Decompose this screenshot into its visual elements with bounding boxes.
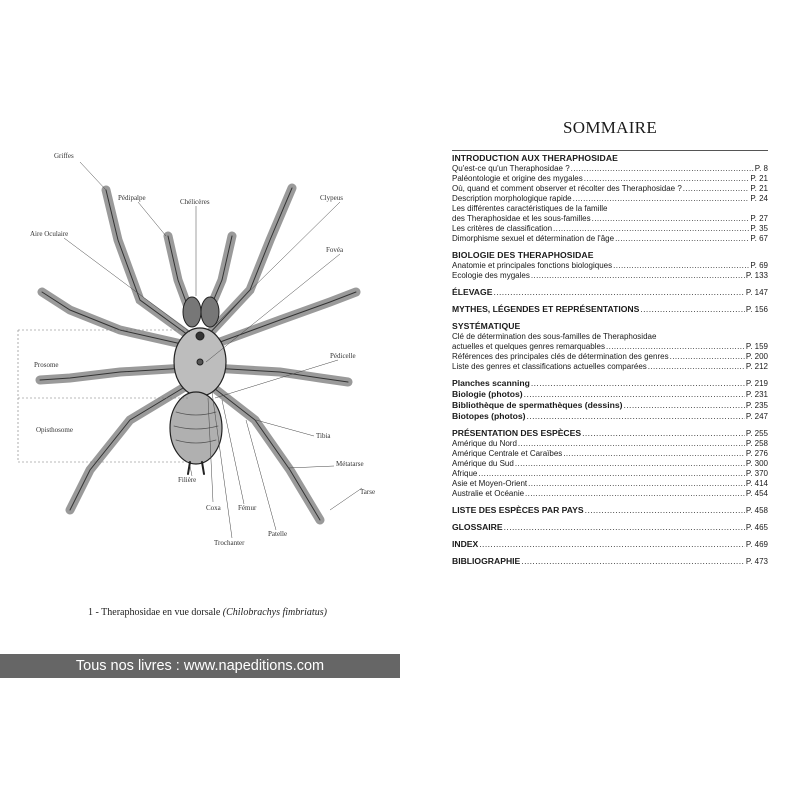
toc-leader-dots [670, 352, 745, 362]
toc-entry[interactable] [452, 479, 768, 489]
toc-entry-text: LISTE DES ESPÈCES PAR PAYS [452, 505, 584, 515]
toc-section-planches [452, 378, 768, 422]
label-griffes: Griffes [54, 152, 74, 160]
toc-entry[interactable] [452, 362, 768, 372]
toc-entry[interactable] [452, 459, 768, 469]
toc-entry[interactable] [452, 164, 768, 174]
toc-leader-dots [606, 342, 745, 352]
toc-page-number: P. 219 [745, 379, 768, 388]
toc-section-title: SYSTÉMATIQUE [452, 321, 521, 331]
toc-section-mythes [452, 304, 768, 315]
spider-drawing [40, 188, 356, 520]
label-fovea: Fovéa [326, 246, 344, 254]
toc-entry-text: Description morphologique rapide [452, 194, 572, 203]
toc-section-liste [452, 505, 768, 516]
toc-page-number: P. 8 [754, 164, 768, 173]
toc-leader-dots [615, 234, 749, 244]
label-chelicere: Chélicères [180, 198, 210, 206]
toc-leader-dots [592, 214, 750, 224]
label-tibia: Tibia [316, 432, 331, 440]
toc-entry-text: des Theraphosidae et les sous-familles [452, 214, 591, 223]
toc-page-number: P. 255 [745, 429, 768, 438]
label-pedicelle: Pédicelle [330, 352, 356, 360]
toc-entry-index[interactable] [452, 539, 768, 550]
toc-entry[interactable] [452, 342, 768, 352]
toc-section-title: BIOLOGIE DES THERAPHOSIDAE [452, 250, 594, 260]
toc-entry[interactable] [452, 174, 768, 184]
toc-section-index [452, 539, 768, 550]
label-filiere: Filière [178, 476, 197, 484]
toc-page-number: P. 27 [750, 214, 768, 223]
toc-section-biologie [452, 250, 768, 281]
toc-entry[interactable] [452, 234, 768, 244]
toc-page-number: P. 21 [750, 174, 768, 183]
toc-title: SOMMAIRE [562, 118, 658, 137]
label-aire-oculaire: Aire Oculaire [30, 230, 69, 238]
toc-page-number: P. 200 [745, 352, 768, 361]
toc-leader-dots [525, 489, 745, 499]
toc-entry-bibliographie[interactable] [452, 556, 768, 567]
toc-page-number: P. 156 [745, 305, 768, 314]
toc-page-number: P. 212 [745, 362, 768, 371]
toc-leader-dots [582, 428, 745, 439]
toc-leader-dots [524, 389, 745, 400]
toc-leader-dots [531, 378, 745, 389]
toc-entry-text: BIBLIOGRAPHIE [452, 556, 521, 566]
toc-entry-presentation[interactable] [452, 428, 768, 439]
toc-divider [452, 150, 768, 151]
label-opisthosome: Opisthosome [36, 426, 73, 434]
toc-leader-dots [493, 287, 744, 298]
label-trochanter: Trochanter [214, 539, 245, 547]
right-page [400, 0, 800, 800]
toc-entry-biotopes[interactable] [452, 411, 768, 422]
toc-entry-text: PRÉSENTATION DES ESPÈCES [452, 428, 582, 438]
toc-page-number: P. 300 [745, 459, 768, 468]
toc-entry[interactable] [452, 469, 768, 479]
toc-entry[interactable] [452, 352, 768, 362]
toc-entry-text: actuelles et quelques genres remarquables [452, 342, 605, 351]
toc-entry[interactable] [452, 489, 768, 499]
caption-species: (Chilobrachys fimbriatus) [222, 607, 327, 618]
toc-section-glossaire [452, 522, 768, 533]
toc-leader-dots [521, 556, 745, 567]
toc-entry-text: Dimorphisme sexuel et détermination de l'âge [452, 234, 615, 243]
toc-leader-dots [613, 261, 749, 271]
toc-page-number: P. 35 [750, 224, 768, 233]
toc-leader-dots [648, 362, 745, 372]
toc-leader-dots [527, 411, 745, 422]
toc-entry[interactable] [452, 224, 768, 234]
toc-entry-line: Clé de détermination des sous-familles de Theraphosidae [452, 332, 657, 341]
label-pedipalpe: Pédipalpe [118, 194, 146, 202]
toc-entry[interactable] [452, 261, 768, 271]
toc-page-number: P. 231 [745, 390, 768, 399]
toc-leader-dots [683, 184, 750, 194]
toc-page-number: P. 469 [745, 540, 768, 549]
toc-entry-spermatheques[interactable] [452, 400, 768, 411]
toc-entry-text: Asie et Moyen-Orient [452, 479, 528, 488]
table-of-contents [452, 153, 768, 573]
website-banner[interactable]: Tous nos livres : www.napeditions.com [0, 654, 400, 678]
toc-leader-dots [573, 194, 750, 204]
toc-page-number: P. 247 [745, 412, 768, 421]
toc-entry-text: Liste des genres et classifications actuelles comparées [452, 362, 647, 371]
toc-entry-glossaire[interactable] [452, 522, 768, 533]
label-patelle: Patelle [268, 530, 288, 538]
opisthosoma [170, 392, 222, 464]
toc-section-elevage [452, 287, 768, 298]
caption-prefix: 1 - Theraphosidae en vue dorsale [88, 607, 223, 618]
label-prosome: Prosome [34, 361, 59, 369]
toc-leader-dots [623, 400, 744, 411]
label-clypeus: Clypeus [320, 194, 343, 202]
toc-entry-text: Paléontologie et origine des mygales [452, 174, 583, 183]
toc-page-number: P. 276 [745, 449, 768, 458]
toc-entry-text: Références des principales clés de détermination des genres [452, 352, 669, 361]
toc-entry[interactable] [452, 449, 768, 459]
toc-page-number: P. 133 [745, 271, 768, 280]
label-metatarse: Métatarse [336, 460, 364, 468]
toc-entry-text: Où, quand et comment observer et récolter des Theraphosidae ? [452, 184, 682, 193]
toc-leader-dots [585, 505, 745, 516]
toc-entry-elevage[interactable] [452, 287, 768, 298]
toc-entry[interactable] [452, 439, 768, 449]
toc-entry-text: Les critères de classification [452, 224, 553, 233]
toc-entry-text: Anatomie et principales fonctions biologiques [452, 261, 613, 270]
toc-page-number: P. 458 [745, 506, 768, 515]
toc-entry-text: Ecologie des mygales [452, 271, 530, 280]
toc-page-number: P. 370 [745, 469, 768, 478]
toc-leader-dots [563, 449, 745, 459]
toc-entry[interactable] [452, 184, 768, 194]
toc-entry-text: Amérique du Nord [452, 439, 517, 448]
toc-page-number: P. 235 [745, 401, 768, 410]
toc-leader-dots [478, 469, 745, 479]
toc-leader-dots [515, 459, 745, 469]
toc-entry-text: MYTHES, LÉGENDES ET REPRÉSENTATIONS [452, 304, 640, 314]
toc-page-number: P. 258 [745, 439, 768, 448]
toc-entry[interactable] [452, 194, 768, 204]
label-femur: Fémur [238, 504, 257, 512]
toc-entry-text: Bibliothèque de spermathèques (dessins) [452, 400, 623, 410]
toc-entry-text: GLOSSAIRE [452, 522, 503, 532]
toc-page-number: P. 454 [745, 489, 768, 498]
toc-page-number: P. 465 [745, 523, 768, 532]
toc-entry-text: Biologie (photos) [452, 389, 523, 399]
toc-page-number: P. 159 [745, 342, 768, 351]
toc-entry-text: Australie et Océanie [452, 489, 525, 498]
toc-entry-planches[interactable] [452, 378, 768, 389]
toc-entry-biologie-photos[interactable] [452, 389, 768, 400]
figure-caption [88, 607, 388, 618]
toc-entry-text: ÉLEVAGE [452, 287, 493, 297]
toc-leader-dots [640, 304, 745, 315]
toc-entry[interactable] [452, 271, 768, 281]
toc-entry-text: Afrique [452, 469, 478, 478]
toc-section-introduction [452, 153, 768, 244]
toc-entry-text: Qu'est-ce qu'un Theraphosidae ? [452, 164, 570, 173]
toc-page-number: P. 414 [745, 479, 768, 488]
toc-page-number: P. 147 [745, 288, 768, 297]
toc-entry-mythes[interactable] [452, 304, 768, 315]
toc-page-number: P. 473 [745, 557, 768, 566]
toc-leader-dots [553, 224, 749, 234]
toc-section-title: INTRODUCTION AUX THERAPHOSIDAE [452, 153, 618, 163]
toc-leader-dots [584, 174, 750, 184]
toc-entry-text: Planches scanning [452, 378, 530, 388]
toc-leader-dots [531, 271, 745, 281]
toc-leader-dots [504, 522, 745, 533]
toc-entry-text: Biotopes (photos) [452, 411, 526, 421]
label-coxa: Coxa [206, 504, 221, 512]
toc-section-systematique [452, 321, 768, 372]
toc-entry-text: INDEX [452, 539, 479, 549]
toc-leader-dots [571, 164, 754, 174]
toc-entry-text: Amérique Centrale et Caraïbes [452, 449, 563, 458]
toc-leader-dots [528, 479, 745, 489]
toc-entry-text: Amérique du Sud [452, 459, 514, 468]
toc-section-bibliographie [452, 556, 768, 567]
toc-entry[interactable] [452, 214, 768, 224]
toc-section-presentation [452, 428, 768, 499]
toc-page-number: P. 21 [750, 184, 768, 193]
toc-page-number: P. 67 [750, 234, 768, 243]
toc-page-number: P. 24 [750, 194, 768, 203]
toc-entry-line: Les différentes caractéristiques de la famille [452, 204, 608, 213]
toc-entry-liste[interactable] [452, 505, 768, 516]
label-tarse: Tarse [360, 488, 376, 496]
toc-leader-dots [518, 439, 745, 449]
spider-illustration [0, 0, 400, 640]
toc-leader-dots [479, 539, 745, 550]
toc-page-number: P. 69 [750, 261, 768, 270]
